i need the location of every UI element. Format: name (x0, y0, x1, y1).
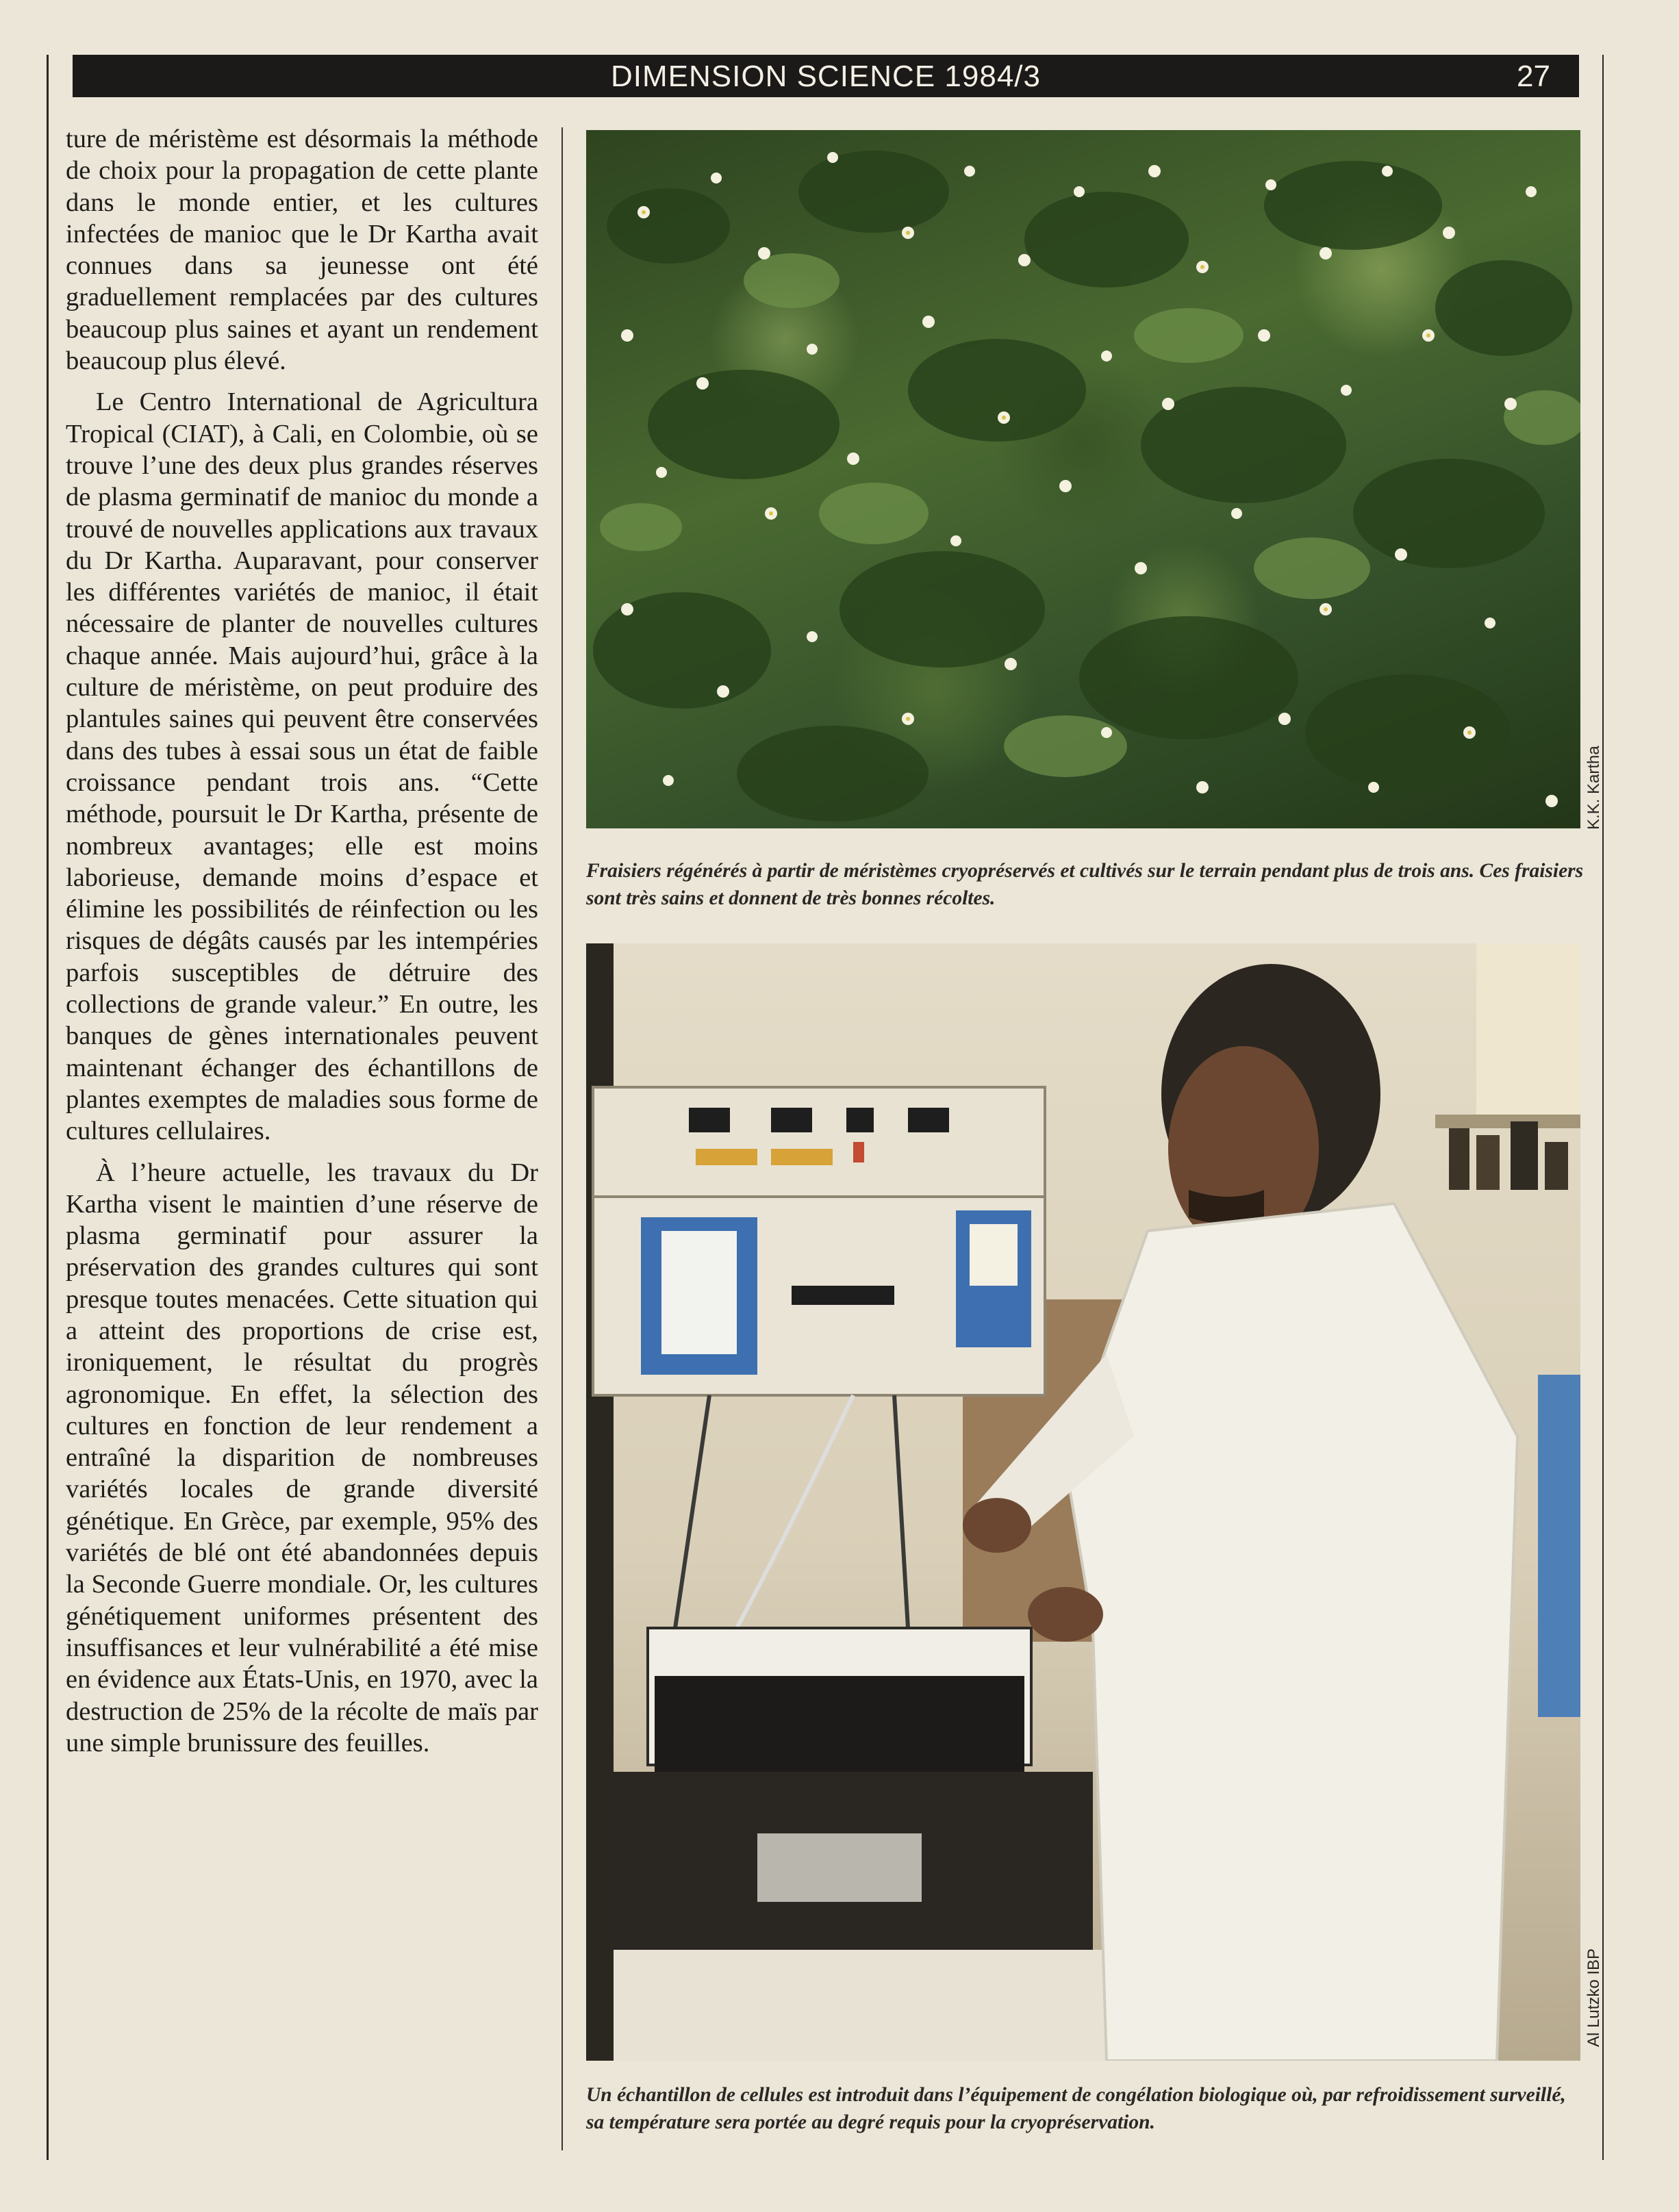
magazine-title: DIMENSION SCIENCE 1984/3 (611, 60, 1041, 93)
column-divider (561, 127, 563, 2150)
laboratory-freezer-photo (586, 943, 1580, 2061)
article-body (66, 123, 538, 2150)
header-bar (73, 55, 1579, 97)
article-paragraph-3: À l’heure actuelle, les travaux du Dr Kartha visent le maintien d’une réserve de plasma germinatif pour assurer la préservation des grandes cultures qui sont presque toutes menacées. Cette situation qui a atteint des proportions de crise est, ironiquement, le résultat du progrès agronomique. En effet, la sélection des cultures en fonction de leur rendement a entraîné la disparition de nombreuses variétés locales de grande diversité génétique. En Grèce, par exemple, 95% des variétés de blé ont été abandonnées depuis la Seconde Guerre mondiale. Or, les cultures génétiquement uniformes présentent des insuffisances et leur vulnérabilité a été mise en évidence aux États-Unis, en 1970, avec la destruction de 25% de la récolte de maïs par une simple brunissure des feuilles. (66, 1158, 538, 1757)
page-left-rule (47, 55, 49, 2160)
article-paragraph-2: Le Centro International de Agricultura Tropical (CIAT), à Cali, en Colombie, où se trouve l’une des deux plus grandes réserves de plasma germinatif de manioc du monde a trouvé de nouvelles applications aux travaux du Dr Kartha. Auparavant, pour conserver les différentes variétés de manioc, il était nécessaire de planter de nouvelles cultures chaque année. Mais aujourd’hui, grâce à la culture de méristème, on peut produire des plantules saines qui peuvent être conservées dans des tubes à essai sous un état de faible croissance pendant trois ans. “Cette méthode, poursuit le Dr Kartha, présente de nombreux avantages; elle est moins laborieuse, demande moins d’espace et élimine les possibilités de réinfection ou les risques de dégâts causés par les intempéries parfois susceptibles de détruire des collections de grande valeur.” En outre, les banques de gènes internationales peuvent maintenant échanger des échantillons de plantes exemptes de maladies sous forme de cultures cellulaires. (66, 387, 538, 1146)
strawberry-field-illustration (586, 130, 1580, 828)
photo-credit-1: K.K. Kartha (1585, 746, 1603, 830)
photo-credit-2: Al Lutzko IBP (1585, 1948, 1603, 2047)
figure-caption-2: Un échantillon de cellules est introduit dans l’équipement de congélation biologique où, par refroidissement surveillé, sa température sera portée au degré requis pour la cryopréservation. (586, 2084, 1566, 2133)
strawberry-field-photo (586, 130, 1580, 828)
page-number: 27 (1517, 60, 1550, 93)
page-right-rule (1602, 55, 1604, 2160)
article-paragraph-1: ture de méristème est désormais la méthode de choix pour la propagation de cette plante dans le monde entier, et les cultures infectées de manioc que le Dr Kartha avait connues dans sa jeunesse ont été graduellement remplacées par des cultures beaucoup plus saines et ayant un rendement beaucoup plus élevé. (66, 125, 538, 376)
figure-caption-1: Fraisiers régénérés à partir de méristèmes cryopréservés et cultivés sur le terrain pendant plus de trois ans. Ces fraisiers sont très sains et donnent de très bonnes récoltes. (586, 860, 1584, 909)
laboratory-illustration (586, 943, 1580, 2061)
